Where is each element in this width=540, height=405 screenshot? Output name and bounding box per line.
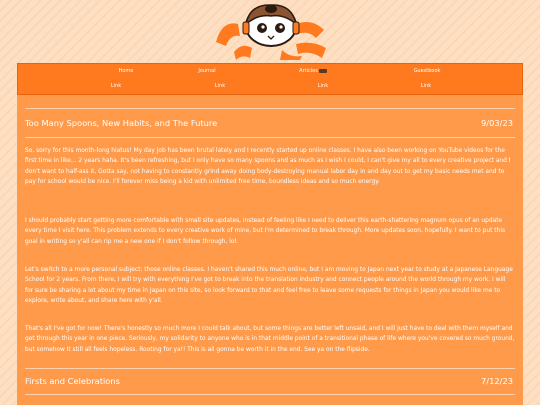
divider [25,137,515,138]
post-paragraph: That's all I've got for now! There's honestly so much more I could talk about, but some things are better left unsaid, and I will just have to deal with them myself and get through this year in one piece. Seriously, my solidarity to anyone who is in that middle point of a transitional phase of life where you've covered so much ground, but somehow it still all feels hopeless. Rooting for ya!! This is all gonna be worth it in the end. See ya on the flipside. [25,326,515,353]
site-header [0,0,540,62]
post-paragraph: I should probably start getting more comfortable with small site updates, instead of feeling like I need to deliver this earth-shattering magnum opus of an update every time I visit here. This problem extends to every creative work of mine, but I'm determined to break through. More updates soon, hopefully. I want to put this goal in writing so y'all can rip me a new one if I don't follow through, lol. [25,218,506,245]
post-title: Firsts and Celebrations [25,376,120,386]
nav-journal-link[interactable]: Journal [198,68,216,74]
post-date: 9/03/23 [481,118,513,128]
nav-link-3[interactable]: Link [317,83,329,89]
post-paragraph: Let's switch to a more personal subject: those online classes. I haven't shared this much online, but I am moving to Japan next year to study at a Japanese Language School for 2 years. From there, I will try with everything I've got to break into the translation industry and connect people around the world through my work. I will for sure be sharing a lot about my time in Japan on this site, so look forward to that and feel free to leave some requests for things in Japan you would like me to explore, write about, and share here with y'all. [25,267,513,305]
nav-articles-label: Articles [299,68,318,74]
post-date: 7/12/23 [481,376,513,386]
site-logo [212,2,330,60]
nav-bar [17,63,523,95]
nav-link-4[interactable]: Link [420,83,432,89]
post-paragraph: So, sorry for this month-long hiatus! My day job has been brutal lately and I recently started up online classes. I have also been working on YouTube videos for the first time in like... 2 years haha. It's been refreshing, but I only have so many spoons and as much as I wish I could, I can't give my all to every creative project and I don't want to half-ass it. Gotta say, not having to constantly grind away doing body-destroying manual labor day in and day out to get my basic needs met and to pay for school would be nice. I'll forever miss being a kid with unlimited free time, boundless ideas and so much energy. [25,148,511,186]
nav-articles-link[interactable] [263,68,363,75]
divider [25,394,515,395]
nav-link-2[interactable]: Link [214,83,226,89]
nav-home-link[interactable]: Home [118,68,134,74]
divider [25,368,515,369]
divider [25,108,515,109]
blog-content [17,95,523,405]
nav-guestbook-link[interactable]: Guestbook [413,68,441,74]
badge-icon [319,69,327,73]
nav-link-1[interactable]: Link [110,83,122,89]
post-title: Too Many Spoons, New Habits, and The Future [25,118,218,128]
